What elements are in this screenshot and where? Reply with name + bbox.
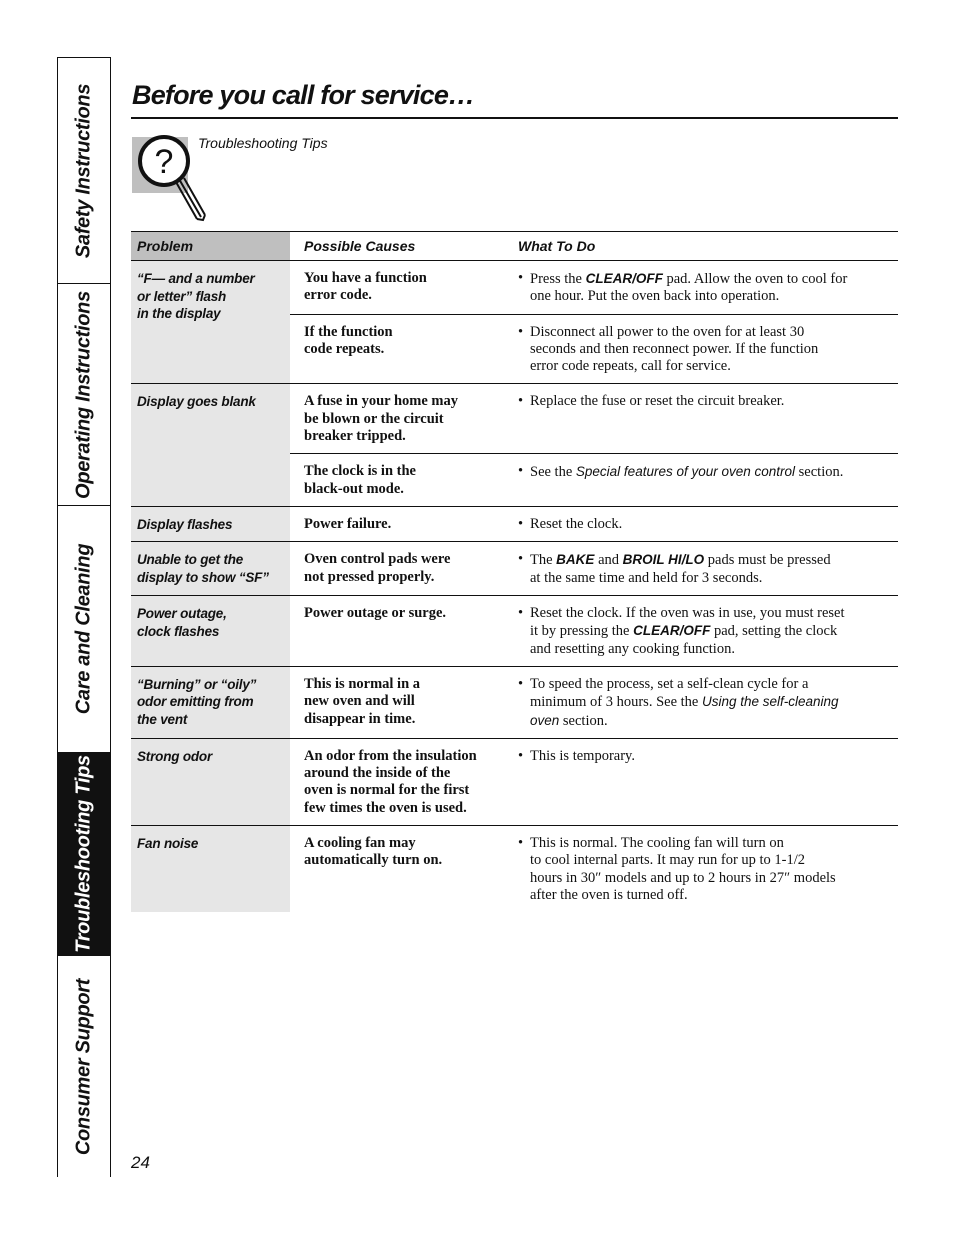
side-tabs (57, 57, 111, 1177)
cause-row (290, 314, 898, 384)
todo-text-segment: Press the (530, 271, 586, 287)
problem-cell (131, 261, 290, 383)
cause-row (290, 261, 898, 314)
bullet-icon: • (518, 605, 524, 622)
cause-row (290, 826, 898, 912)
table-row (131, 384, 898, 506)
todo-text-segment: Replace the fuse or reset the circuit breaker. (530, 393, 785, 410)
possible-cause: This is normal in a new oven and will disappear in time. (304, 675, 421, 727)
todo-text-segment: See the (530, 464, 576, 481)
problem-text: Power outage, clock flashes (137, 606, 227, 639)
bullet-icon: • (518, 323, 524, 340)
side-tab-label: Care and Cleaning (72, 543, 95, 715)
troubleshooting-table (131, 231, 898, 912)
side-tab-label: Safety Instructions (72, 83, 95, 258)
pad-keyword: BAKE (556, 552, 595, 568)
cause-row (290, 384, 898, 453)
what-to-do (502, 542, 898, 595)
what-to-do (502, 261, 898, 314)
pad-keyword: CLEAR/OFF (585, 271, 663, 286)
side-tab-label: Troubleshooting Tips (72, 755, 95, 953)
table-header (131, 231, 898, 261)
todo-text-segment: To speed the process, set a self-clean cycle for a minimum of 3 hours. See the (530, 675, 809, 711)
table-row (131, 739, 898, 826)
page-title: Before you call for service… (132, 80, 475, 110)
possible-cause: The clock is in the black-out mode. (304, 463, 416, 497)
todo-text-segment: pad, setting the clock and resetting any cooking function. (530, 623, 838, 657)
problem-cell (131, 542, 290, 595)
section-subtitle: Troubleshooting Tips (198, 135, 328, 151)
possible-cause: A cooling fan may automatically turn on. (304, 835, 443, 869)
todo-text-segment: pads must be pressed at the same time and held for 3 seconds. (530, 552, 831, 586)
possible-cause: If the function code repeats. (304, 323, 393, 357)
what-to-do (502, 315, 898, 384)
todo-text-segment: Disconnect all power to the oven for at least 30 seconds and then reconnect power. If the function error code repeats, call for service. (530, 323, 819, 375)
what-to-do (502, 454, 898, 506)
bullet-icon: • (518, 393, 524, 410)
cause-row (290, 453, 898, 506)
todo-text-segment: pad. Allow the oven to cool for one hour. Put the oven back into operation. (530, 271, 848, 305)
side-tab-troubleshooting-tips[interactable] (58, 753, 110, 956)
todo-text-segment: This is normal. The cooling fan will turn on to cool internal parts. It may run for up to 1-1/2 hours in 30″ models and up to 2 hours in 27″ models after the oven is turned off. (530, 835, 836, 903)
todo-text-segment: section. (559, 712, 608, 729)
side-tab-consumer-support[interactable] (58, 956, 110, 1178)
problem-cell (131, 384, 290, 505)
problem-cell (131, 596, 290, 666)
problem-text: “F— and a number or letter” flash in the display (137, 271, 255, 321)
problem-cell (131, 826, 290, 912)
todo-text-segment: section. (795, 464, 844, 481)
problem-cell (131, 507, 290, 542)
section-reference: Special features of your oven control (575, 464, 796, 480)
header-problem: Problem (131, 232, 290, 260)
problem-cell (131, 739, 290, 825)
possible-cause: An odor from the insulation around the inside of the oven is normal for the first few times the oven is used. (304, 747, 477, 816)
side-tab-label: Operating Instructions (72, 290, 95, 499)
bullet-icon: • (518, 747, 524, 764)
bullet-icon: • (518, 551, 524, 568)
todo-text-segment: This is temporary. (530, 747, 635, 764)
cause-row (290, 596, 898, 666)
todo-text-segment: The (530, 552, 557, 569)
what-to-do (502, 596, 898, 666)
cause-row (290, 507, 898, 541)
pad-keyword: CLEAR/OFF (633, 623, 711, 639)
table-row (131, 261, 898, 384)
possible-cause: A fuse in your home may be blown or the circuit breaker tripped. (304, 393, 459, 445)
problem-text: Display flashes (137, 516, 233, 532)
table-body (131, 261, 898, 912)
header-possible-causes: Possible Causes (304, 238, 416, 254)
problem-text: Display goes blank (137, 394, 256, 410)
bullet-icon: • (518, 835, 524, 852)
section-reference: Using the self-cleaning oven (530, 694, 839, 728)
table-row (131, 667, 898, 739)
table-row (131, 826, 898, 912)
problem-text: Unable to get the display to show “SF” (137, 552, 269, 585)
table-row (131, 542, 898, 596)
what-to-do (502, 826, 898, 912)
header-what-to-do: What To Do (518, 238, 596, 254)
side-tab-label: Consumer Support (72, 978, 95, 1156)
todo-text-segment: Reset the clock. (530, 515, 623, 532)
problem-cell (131, 667, 290, 738)
what-to-do (502, 384, 898, 453)
page-number: 24 (131, 1153, 150, 1172)
table-row (131, 507, 898, 543)
cause-row (290, 667, 898, 738)
bullet-icon: • (518, 463, 524, 480)
what-to-do (502, 507, 898, 541)
title-rule (131, 117, 898, 119)
bullet-icon: • (518, 675, 524, 692)
possible-cause: Power failure. (304, 515, 392, 532)
cause-row (290, 739, 898, 825)
possible-cause: Power outage or surge. (304, 605, 447, 622)
side-tab-care-and-cleaning[interactable] (58, 506, 110, 753)
possible-cause: You have a function error code. (304, 270, 427, 304)
problem-text: Fan noise (137, 836, 199, 852)
todo-text-segment: and (594, 552, 623, 569)
what-to-do (502, 667, 898, 738)
cause-row (290, 542, 898, 595)
side-tab-operating-instructions[interactable] (58, 284, 110, 506)
possible-cause: Oven control pads were not pressed properly. (304, 551, 451, 585)
todo-text-segment: Reset the clock. If the oven was in use, you must reset it by pressing the (530, 605, 845, 640)
problem-text: “Burning” or “oily” odor emitting from the vent (137, 676, 257, 727)
problem-text: Strong odor (137, 748, 213, 764)
table-row (131, 596, 898, 667)
what-to-do (502, 739, 898, 825)
svg-text:?: ? (154, 143, 174, 181)
pad-keyword: BROIL HI/LO (622, 552, 705, 568)
bullet-icon: • (518, 515, 524, 532)
side-tab-safety-instructions[interactable] (58, 58, 110, 284)
bullet-icon: • (518, 270, 524, 286)
